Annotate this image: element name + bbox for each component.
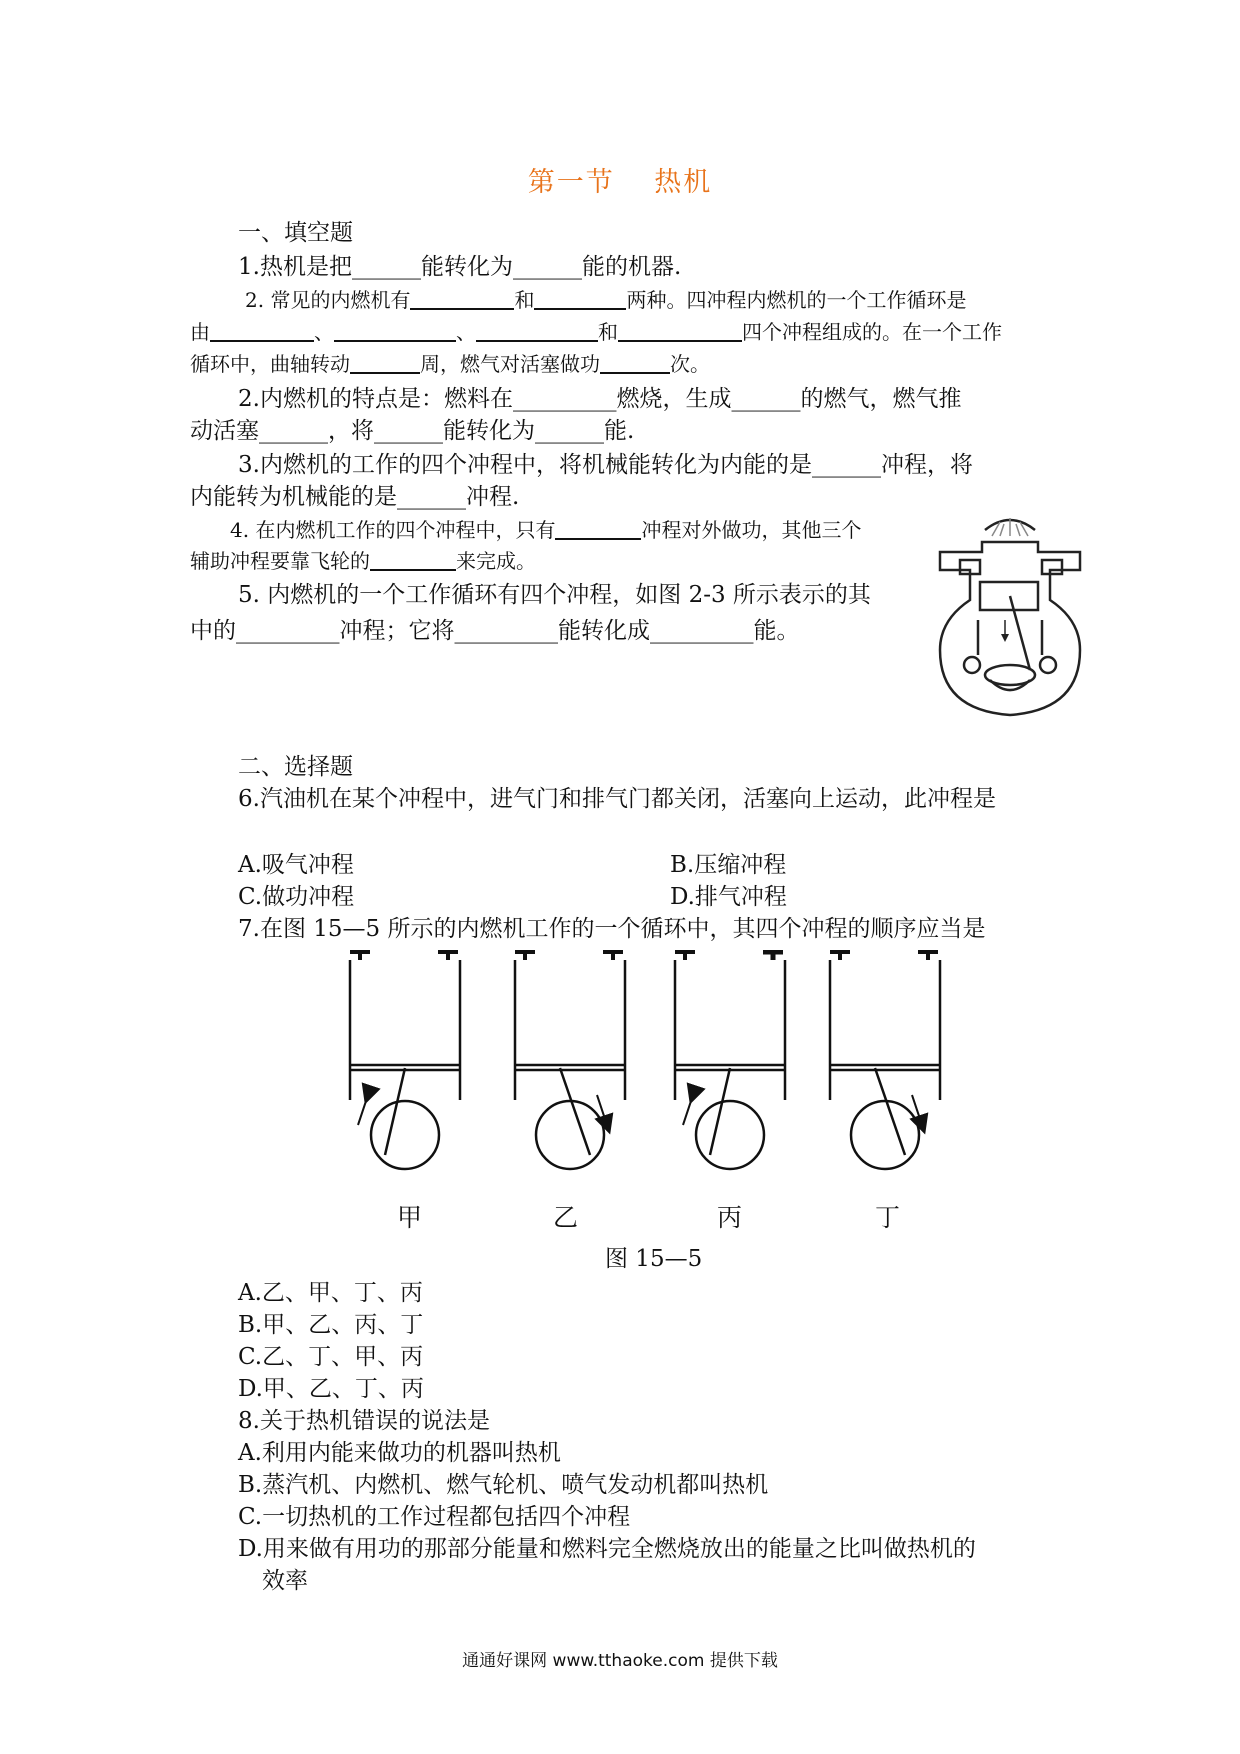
- question-4-line-1: 4. 在内燃机工作的四个冲程中，只有 冲程对外做功，其他三个: [230, 518, 862, 542]
- q8-option-b: B.蒸汽机、内燃机、燃气轮机、喷气发动机都叫热机: [238, 1472, 769, 1498]
- q6-option-c: C.做功冲程: [238, 884, 355, 910]
- q6-option-d: D.排气冲程: [670, 884, 787, 910]
- question-2a-line-3: 循环中，曲轴转动 周，燃气对活塞做功 次。: [190, 352, 710, 376]
- question-2b-line-1: 2.内燃机的特点是：燃料在_________燃烧，生成______的燃气，燃气推: [238, 386, 962, 412]
- question-1: 1.热机是把______能转化为______能的机器.: [238, 254, 682, 280]
- page-title: 第一节 热机: [527, 167, 713, 198]
- page-footer: 通通好课网 www.tthaoke.com 提供下载: [462, 1651, 778, 1671]
- question-3-line-1: 3.内燃机的工作的四个冲程中，将机械能转化为内能的是______冲程，将: [238, 452, 973, 478]
- q7-option-a: A.乙、甲、丁、丙: [238, 1280, 423, 1306]
- question-5-line-2: 中的_________冲程；它将_________能转化成_________能。: [190, 618, 800, 644]
- q7-option-d: D.甲、乙、丁、丙: [238, 1376, 424, 1402]
- q7-option-c: C.乙、丁、甲、丙: [238, 1344, 424, 1370]
- section-heading-choice: 二、选择题: [238, 754, 353, 780]
- q7-option-b: B.甲、乙、丙、丁: [238, 1312, 424, 1338]
- stroke-diagram-ding: [830, 952, 940, 1169]
- question-7: 7.在图 15—5 所示的内燃机工作的一个循环中，其四个冲程的顺序应当是: [238, 916, 986, 942]
- question-2a-line-1: 2. 常见的内燃机有 和 两种。四冲程内燃机的一个工作循环是: [245, 288, 967, 312]
- stroke-diagram-bing: [675, 952, 785, 1169]
- question-5-line-1: 5. 内燃机的一个工作循环有四个冲程，如图 2-3 所示表示的其: [238, 582, 871, 608]
- question-4-line-2: 辅助冲程要靠飞轮的 来完成。: [190, 549, 536, 573]
- question-2b-line-2: 动活塞______，将______能转化为______能.: [190, 418, 635, 444]
- fig-label-jia: 甲: [397, 1203, 423, 1232]
- stroke-diagram-yi: [515, 952, 625, 1169]
- question-2a-line-2: 由 、 、 和 四个冲程组成的。在一个工作: [190, 320, 1002, 344]
- q8-option-d: D.用来做有用功的那部分能量和燃料完全燃烧放出的能量之比叫做热机的: [238, 1536, 976, 1562]
- q6-option-b: B.压缩冲程: [670, 852, 787, 878]
- question-8: 8.关于热机错误的说法是: [238, 1408, 490, 1434]
- q8-option-d-continued: 效率: [262, 1568, 308, 1594]
- fig-label-ding: 丁: [875, 1203, 901, 1232]
- section-heading-fill-blank: 一、填空题: [238, 220, 353, 246]
- fig-label-yi: 乙: [553, 1203, 579, 1232]
- stroke-diagram-jia: [350, 952, 460, 1169]
- engine-cylinder-figure: [930, 510, 1090, 720]
- question-3-line-2: 内能转为机械能的是______冲程.: [190, 484, 520, 510]
- question-6: 6.汽油机在某个冲程中，进气门和排气门都关闭，活塞向上运动，此冲程是: [238, 786, 996, 812]
- fig-label-bing: 丙: [717, 1203, 743, 1232]
- four-stroke-figure: [340, 950, 960, 1220]
- q8-option-c: C.一切热机的工作过程都包括四个冲程: [238, 1504, 631, 1530]
- q6-option-a: A.吸气冲程: [238, 852, 354, 878]
- figure-caption: 图 15—5: [605, 1246, 703, 1272]
- q8-option-a: A.利用内能来做功的机器叫热机: [238, 1440, 561, 1466]
